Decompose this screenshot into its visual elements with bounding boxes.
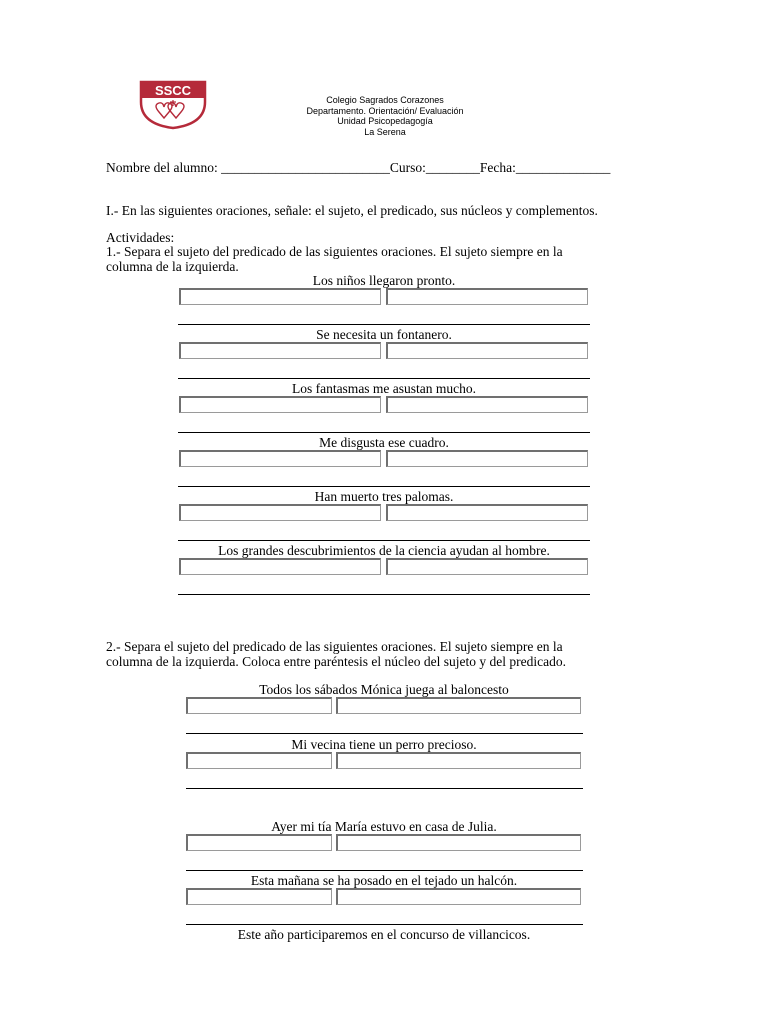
predicate-answer-box[interactable] [386, 504, 588, 521]
school-header [270, 95, 500, 137]
answer-rule [186, 924, 583, 925]
section1-sentence: Los niños llegaron pronto. [312, 273, 456, 288]
answer-rule [178, 486, 590, 487]
unit: Unidad Psicopedagogía [337, 116, 433, 126]
logo-text: SSCC [154, 83, 192, 98]
activities-label: Actividades: [106, 230, 175, 245]
predicate-answer-box[interactable] [336, 697, 581, 714]
subject-answer-box[interactable] [186, 752, 332, 769]
predicate-answer-box[interactable] [336, 834, 581, 851]
answer-rule [178, 432, 590, 433]
section2-sentence: Mi vecina tiene un perro precioso. [291, 737, 477, 752]
subject-answer-box[interactable] [179, 288, 381, 305]
predicate-answer-box[interactable] [386, 558, 588, 575]
subject-answer-box[interactable] [186, 888, 332, 905]
answer-rule [178, 378, 590, 379]
answer-rule [178, 594, 590, 595]
section1-sentence: Se necesita un fontanero. [316, 327, 452, 342]
section1-sentence: Los fantasmas me asustan mucho. [291, 381, 477, 396]
predicate-answer-box[interactable] [336, 888, 581, 905]
subject-answer-box[interactable] [179, 504, 381, 521]
section2-sentence: Todos los sábados Mónica juega al baloncesto [259, 682, 509, 697]
predicate-answer-box[interactable] [386, 450, 588, 467]
school-name: Colegio Sagrados Corazones [326, 95, 444, 105]
department: Departamento. Orientación/ Evaluación [306, 105, 464, 116]
subject-answer-box[interactable] [186, 834, 332, 851]
city: La Serena [364, 126, 406, 137]
section1-sentence: Han muerto tres palomas. [314, 489, 454, 504]
section1-sentence: Los grandes descubrimientos de la ciencia ayudan al hombre. [218, 543, 550, 558]
predicate-answer-box[interactable] [336, 752, 581, 769]
predicate-answer-box[interactable] [386, 396, 588, 413]
section1-instruction-line1: 1.- Separa el sujeto del predicado de las siguientes oraciones. El sujeto siempre en la [106, 244, 563, 259]
answer-rule [186, 788, 583, 789]
section2-instruction-line2: columna de la izquierda. Coloca entre paréntesis el núcleo del sujeto y del predicado. [106, 654, 566, 669]
subject-answer-box[interactable] [179, 450, 381, 467]
predicate-answer-box[interactable] [386, 342, 588, 359]
section1-sentence: Me disgusta ese cuadro. [319, 435, 449, 450]
general-instruction: I.- En las siguientes oraciones, señale: el sujeto, el predicado, sus núcleos y complementos. [106, 203, 598, 218]
section2-instruction-line1: 2.- Separa el sujeto del predicado de las siguientes oraciones. El sujeto siempre en la [106, 639, 563, 654]
subject-answer-box[interactable] [186, 697, 332, 714]
school-logo [138, 80, 208, 130]
answer-rule [178, 540, 590, 541]
answer-rule [178, 324, 590, 325]
section1-instruction-line2: columna de la izquierda. [106, 259, 239, 274]
predicate-answer-box[interactable] [386, 288, 588, 305]
student-info-line: Nombre del alumno: _________________________Curso:________Fecha:______________ [106, 160, 611, 175]
section2-sentence: Este año participaremos en el concurso de villancicos. [237, 927, 531, 942]
subject-answer-box[interactable] [179, 342, 381, 359]
subject-answer-box[interactable] [179, 558, 381, 575]
answer-rule [186, 870, 583, 871]
section2-sentence: Esta mañana se ha posado en el tejado un halcón. [250, 873, 518, 888]
answer-rule [186, 733, 583, 734]
section2-sentence: Ayer mi tía María estuvo en casa de Julia. [271, 819, 497, 834]
subject-answer-box[interactable] [179, 396, 381, 413]
